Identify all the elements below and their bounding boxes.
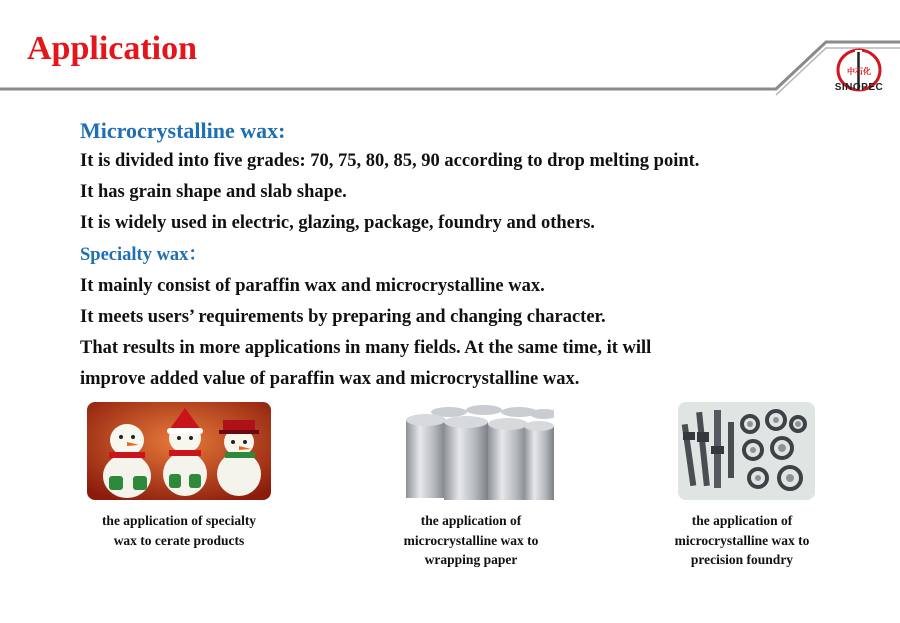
text-line: It has grain shape and slab shape.: [80, 182, 347, 203]
caption-line: wrapping paper: [424, 552, 518, 567]
content-block: [80, 116, 880, 396]
text-line: It meets users’ requirements by preparing and changing character.: [80, 307, 606, 328]
gears-shafts-photo: [678, 402, 815, 500]
text-line: That results in more applications in many fields. At the same time, it will: [80, 338, 652, 359]
text-line: It mainly consist of paraffin wax and microcrystalline wax.: [80, 275, 545, 296]
heading-microcrystalline-wax: Microcrystalline wax:: [80, 118, 286, 143]
caption-line: precision foundry: [690, 552, 794, 567]
caption-line: the application of: [420, 513, 522, 528]
caption-line: the application of specialty: [101, 513, 257, 528]
wax-paper-rolls-photo: [404, 402, 554, 500]
caption-line: wax to cerate products: [113, 532, 245, 548]
heading-specialty-wax: Specialty wax：: [80, 244, 207, 265]
caption-line: the application of: [691, 513, 793, 528]
slide-title: Application: [27, 30, 198, 67]
logo-wordmark: SINOPEC: [834, 82, 884, 93]
svg-text:中石化: 中石化: [847, 67, 871, 76]
text-line: It is widely used in electric, glazing, package, foundry and others.: [80, 213, 595, 234]
caption-line: microcrystalline wax to: [674, 532, 810, 548]
caption-specialty-wax: [74, 511, 284, 550]
text-line: It is divided into five grades: 70, 75, 80, 85, 90 according to drop melting point.: [80, 151, 700, 171]
caption-wrapping-paper: [366, 511, 576, 570]
header-divider: [0, 0, 900, 100]
caption-precision-foundry: [637, 511, 847, 570]
text-line: improve added value of paraffin wax and microcrystalline wax.: [80, 369, 580, 390]
snowman-candles-photo: [87, 402, 271, 500]
caption-line: microcrystalline wax to: [403, 532, 539, 548]
